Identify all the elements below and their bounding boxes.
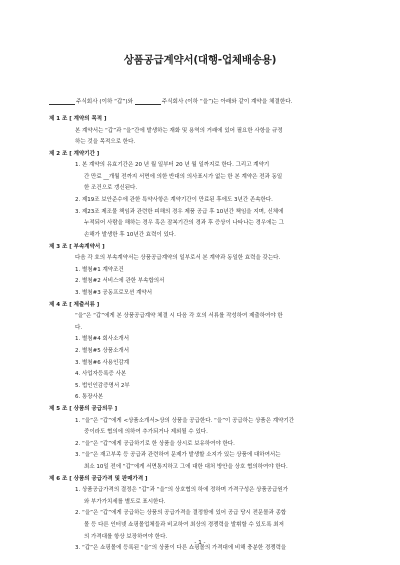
clause-line: 1. “을”은 “갑”에게 <상품소개서>상의 상품을 공급한다. “을”이 공급하는 상품은 계약기간: [75, 418, 295, 424]
contract-intro: [49, 97, 292, 105]
clause-line: 와 부가가치세를 별도로 표시한다.: [84, 499, 166, 505]
clause-line: 간 만료 __개월 전까지 서면에 의한 반대의 의사표시가 없는 한 본 계약은 전과 동일: [84, 174, 283, 180]
clause-line: 몰 등 다른 인터넷 쇼핑몰업체들과 비교하여 최상의 경쟁력을 발휘할 수 있도록 최저: [84, 522, 284, 528]
article-heading: 제 4 조 [ 제출서류 ]: [49, 302, 100, 308]
page-number: - 1 -: [194, 540, 206, 546]
clause-line: 2. “을”은 “갑”에게 공급하는 상품의 공급가격을 결정함에 있어 공급 당시 전문몰과 종합: [75, 510, 287, 516]
clause-line: 2. 별첨#2 서비스에 관한 부속합의서: [75, 278, 165, 284]
clause-line: 1. 상품공급가격의 결정은 “갑”과 “을”의 상호협의 하에 정하며 가격구성은 상품공급원가: [75, 487, 289, 493]
intro-party-a-text: 주식회사 (이하 “갑”)와: [76, 99, 133, 105]
clause-line: 1. 본 계약의 유효기간은 20 년 월 일부터 20 년 월 일까지로 한다. 그리고 계약기: [75, 162, 270, 168]
party-b-blank[interactable]: [135, 98, 161, 105]
clause-line: 다.: [75, 325, 83, 331]
clause-line: 4. 사업자등록증 사본: [75, 371, 127, 377]
clause-line: 6. 통장사본: [75, 394, 104, 400]
clause-line: 3. “갑”은 쇼핑몰에 등록된 “을”의 상품이 다른 쇼핑몰의 가격대에 비해 충분한 경쟁력을: [75, 545, 287, 551]
article-heading: 제 2 조 [ 계약기간 ]: [49, 151, 100, 157]
article-heading: 제 6 조 [ 상품의 공급가격 및 판매가격 ]: [49, 476, 148, 482]
clause-line: 3. 별첨#6 사용인감계: [75, 360, 130, 366]
article-heading: 제 5 조 [ 상품의 공급의무 ]: [49, 406, 118, 412]
clause-line: 손해가 발생한 후 10년간 효력이 있다.: [84, 232, 176, 238]
clause-line: 3. 별첨#3 공동프로모션 계약서: [75, 290, 153, 296]
article-heading: 제 3 조 [ 부속계약서 ]: [49, 244, 105, 250]
clause-line: 한 조건으로 갱신된다.: [84, 185, 138, 191]
clause-line: 다음 각 호의 부속계약서는 상품공급계약의 일부로서 본 계약과 동일한 효력을 갖는다.: [75, 255, 281, 261]
clause-line: 누적되어 사람을 해하는 경우 혹은 잠복기간의 경과 후 증상이 나타나는 경우에는 그: [84, 220, 284, 226]
clause-line: 1. 별첨#4 회사소개서: [75, 336, 130, 342]
clause-line: 3. 제23조 제조물 책임과 관련한 피해의 경우 제품 공급 후 10년간 책임을 지며, 신체에: [75, 209, 284, 215]
party-a-blank[interactable]: [49, 98, 75, 105]
clause-line: 2. 제19조 보안준수에 관한 특약사항은 계약기간이 만료된 후에도 3년간 존속한다.: [75, 197, 273, 203]
document-title: 상품공급계약서(대행-업체배송용): [123, 54, 277, 66]
clause-line: “을”은 “갑”에게 본 상품공급계약 체결 시 다음 각 호의 서류를 작성하여 제출하여야 한: [75, 313, 283, 319]
article-heading: 제 1 조 [ 계약의 목적 ]: [49, 116, 107, 122]
clause-line: 의 가격대를 항상 보장하여야 한다.: [84, 534, 168, 540]
clause-line: 1. 별첨#1 계약조건: [75, 267, 124, 273]
clause-line: 3. “을”은 재고부족 등 공급과 관련하여 문제가 발생할 소지가 있는 상품에 대하여서는: [75, 452, 281, 458]
clause-line: 하는 것을 목적으로 한다.: [75, 139, 136, 145]
clause-line: 중이라도 협의에 의하여 추가되거나 제외될 수 있다.: [84, 429, 208, 435]
clause-line: 2. “을”은 “갑”에게 공급하기로 한 상품을 상시로 보유하여야 한다.: [75, 441, 235, 447]
clause-line: 5. 법인인감증명서 2부: [75, 383, 130, 389]
intro-party-b-text: 주식회사 (이하 “을”)는 아래와 같이 계약을 체결한다.: [161, 99, 293, 105]
clause-line: 최소 10일 전에 “갑”에게 서면통지하고 그에 대한 대처 방안을 상호 협의하여야 한다.: [84, 464, 288, 470]
clause-line: 본 계약서는 “갑”과 “을”간에 발생하는 재화 및 용역의 거래에 있어 필요한 사항을 규정: [75, 128, 283, 134]
clause-line: 2. 별첨#5 상품소개서: [75, 348, 130, 354]
